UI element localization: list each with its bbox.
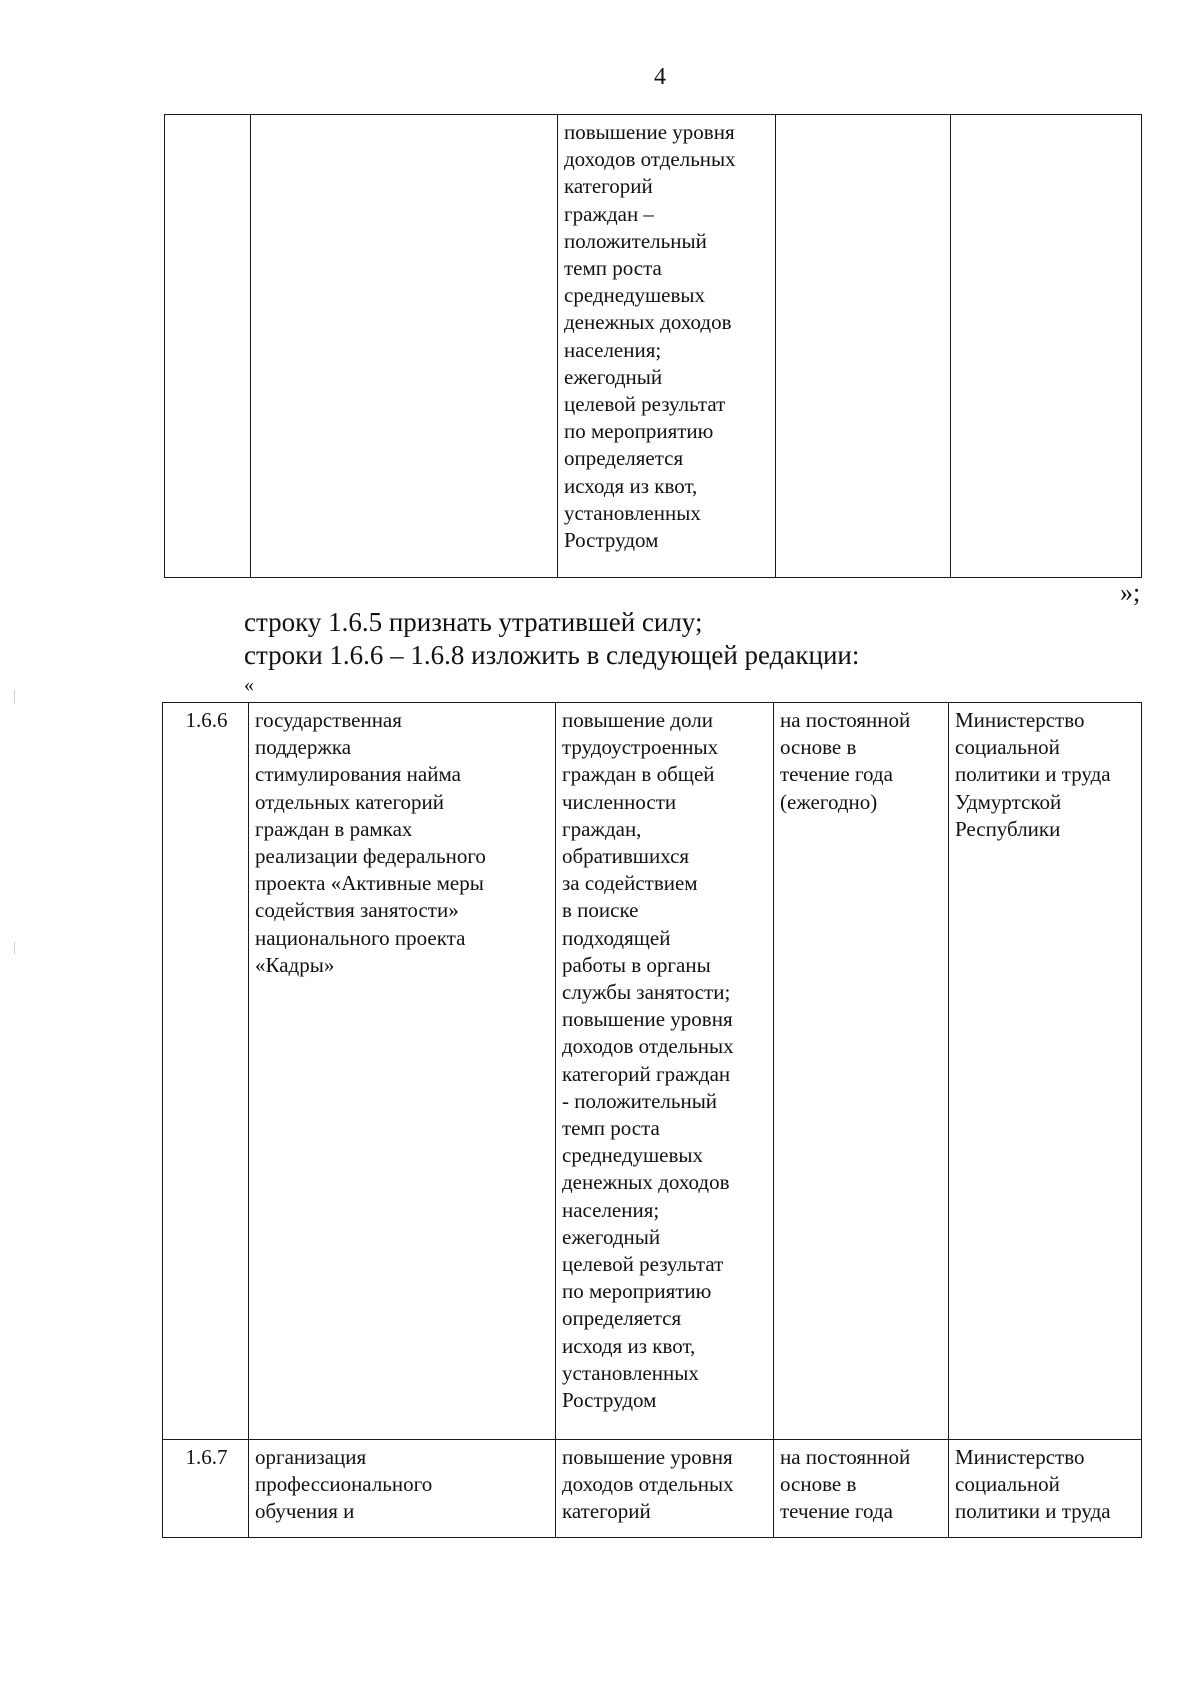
result-cell: повышение доли трудоустроенных граждан в общей численности граждан, обратившихся за содействием в поиске подходящей работы в органы службы занятости; повышение уровня доходов отдельных категорий граждан - положительный темп роста среднедушевых денежных доходов населения; ежегодный целевой результат по мероприятию определяется исходя из квот, установленных Рострудом <box>556 703 774 1440</box>
page-number: 4 <box>654 64 666 90</box>
term-cell <box>776 115 951 578</box>
table-row <box>163 1440 1142 1538</box>
scan-margin-mark <box>14 942 15 954</box>
executor-cell: Министерство социальной политики и труда <box>949 1440 1142 1538</box>
row-number-cell: 1.6.7 <box>163 1440 249 1538</box>
executor-cell: Министерство социальной политики и труда Удмуртской Республики <box>949 703 1142 1440</box>
result-cell: повышение уровня доходов отдельных категорий граждан – положительный темп роста среднедушевых денежных доходов населения; ежегодный целевой результат по мероприятию определяется исходя из квот, установленных Рострудом <box>558 115 776 578</box>
instruction-line-1: строку 1.6.5 признать утратившей силу; <box>244 607 703 637</box>
opening-quote: « <box>244 674 254 696</box>
term-cell: на постоянной основе в течение года <box>774 1440 949 1538</box>
event-cell: организация профессионального обучения и <box>249 1440 556 1538</box>
result-cell: повышение уровня доходов отдельных категорий <box>556 1440 774 1538</box>
closing-quote: »; <box>1120 578 1141 607</box>
scan-margin-mark <box>14 690 15 704</box>
event-cell: государственная поддержка стимулирования найма отдельных категорий граждан в рамках реализации федерального проекта «Активные меры содействия занятости» национального проекта «Кадры» <box>249 703 556 1440</box>
plan-table-continuation <box>164 114 1142 578</box>
instruction-line-2: строки 1.6.6 – 1.6.8 изложить в следующей редакции: <box>244 640 860 670</box>
row-number-cell <box>165 115 251 578</box>
term-cell: на постоянной основе в течение года (ежегодно) <box>774 703 949 1440</box>
table-row <box>165 115 1142 578</box>
plan-table-amended <box>162 702 1142 1538</box>
row-number-cell: 1.6.6 <box>163 703 249 1440</box>
executor-cell <box>951 115 1142 578</box>
table-row <box>163 703 1142 1440</box>
event-cell <box>251 115 558 578</box>
